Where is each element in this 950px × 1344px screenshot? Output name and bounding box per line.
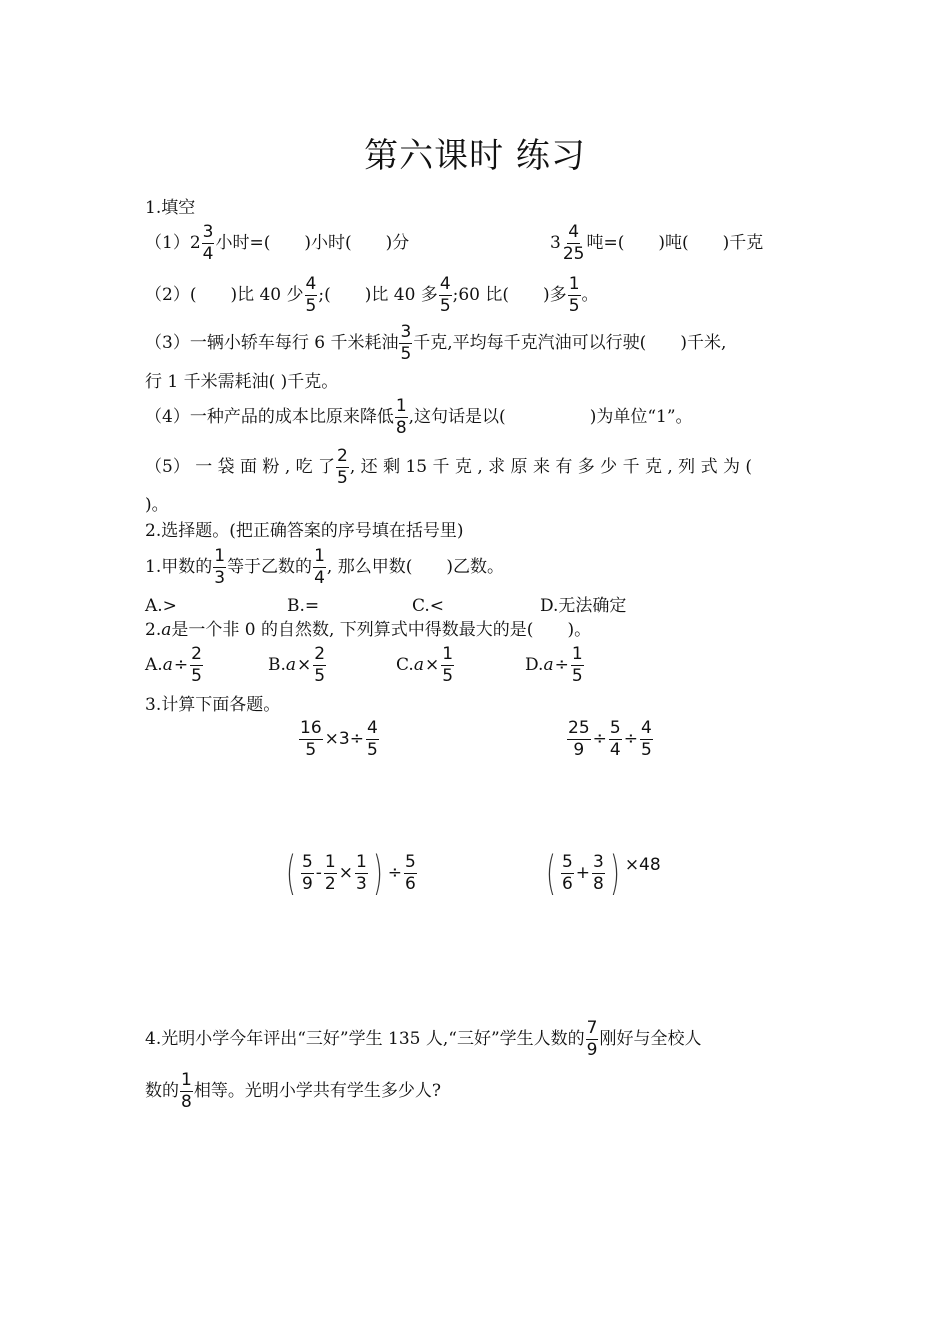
option-c: C.<	[412, 596, 445, 616]
q-text: 是一个非 0 的自然数, 下列算式中得数最大的是(	[171, 620, 534, 640]
question-2-1	[145, 548, 504, 587]
question-1-3-line2: 行 1 千米需耗油( )千克。	[145, 372, 339, 392]
fraction: $\frac{4}{5}$	[305, 274, 317, 316]
q-text: )乙数。	[446, 557, 504, 577]
question-1-5-line2: )。	[145, 495, 169, 515]
expression-2: $\frac{25}{9}$ ÷ $\frac{5}{4}$ ÷ $\frac{4}{5}$	[568, 718, 652, 760]
fraction: $\frac{3}{8}$	[593, 851, 604, 894]
q-text: 刚好与全校人	[599, 1029, 702, 1049]
q-text: 数的	[145, 1081, 179, 1101]
option-2-c: C.a× $\frac{1}{5}$	[396, 644, 454, 686]
q-text: 1.甲数的	[145, 557, 213, 577]
fraction: $\frac{1}{4}$	[314, 546, 325, 588]
left-paren: (	[286, 846, 296, 900]
fraction: $\frac{1}{5}$	[442, 644, 454, 686]
fraction: $\frac{4}{5}$	[640, 718, 652, 760]
q-text: )。	[567, 620, 592, 640]
fraction: $\frac{5}{9}$	[301, 851, 313, 894]
q-text: )千米,	[680, 333, 727, 353]
q-text: )小时(	[304, 233, 352, 253]
fraction: $\frac{5}{6}$	[561, 851, 573, 894]
q-text: )多	[543, 285, 567, 305]
question-1-4	[145, 398, 693, 437]
fraction: $\frac{1}{8}$	[181, 1070, 192, 1112]
question-4-line2	[145, 1072, 441, 1111]
expression-1: $\frac{16}{5}$ ×3÷ $\frac{4}{5}$	[300, 718, 378, 760]
q-text: （3）一辆小轿车每行 6 千米耗油	[145, 333, 399, 353]
fraction: $\frac{1}{3}$	[356, 851, 367, 894]
q-text: 小时=(	[215, 233, 271, 253]
q-text: )吨(	[658, 233, 689, 253]
fraction: $\frac{7}{9}$	[586, 1018, 598, 1060]
expression-3: ( $\frac{5}{9}$ - $\frac{1}{2}$ × $\frac{1}{3}$ ) ÷ $\frac{5}{6}$	[286, 846, 416, 900]
question-2-2	[145, 622, 591, 639]
option-b: B.=	[287, 596, 320, 616]
q-text: （5） 一 袋 面 粉 , 吃 了	[145, 457, 336, 477]
q-text: )比 40 多	[364, 285, 438, 305]
right-paren: )	[609, 846, 620, 900]
fraction: $\frac{2}{5}$	[337, 446, 348, 488]
fraction: $\frac{5}{6}$	[405, 851, 416, 894]
q-text: 相等。光明小学共有学生多少人?	[193, 1081, 441, 1101]
fraction: $\frac{3}{4}$	[202, 222, 214, 264]
variable: a	[161, 620, 172, 640]
q-label: （2）(	[145, 285, 197, 305]
option-2-a: A.a÷ $\frac{2}{5}$	[145, 644, 202, 686]
q-text: , 还 剩 15 千 克 , 求 原 来 有 多 少 千 克 , 列 式 为 (	[349, 457, 753, 477]
page-title: 第六课时 练习	[364, 136, 586, 176]
q-text: ;60 比(	[452, 285, 510, 305]
question-4	[145, 1020, 701, 1059]
q-text: )千克	[722, 233, 764, 253]
question-1-1b	[550, 224, 763, 263]
q-text: )比 40 少	[230, 285, 304, 305]
q-text: 等于乙数的	[227, 557, 313, 577]
q-text: （4）一种产品的成本比原来降低	[145, 407, 394, 427]
section-3-heading: 3.计算下面各题。	[145, 695, 281, 715]
fraction: $\frac{1}{8}$	[395, 396, 407, 438]
question-1-1	[145, 224, 409, 263]
fraction: $\frac{5}{4}$	[609, 718, 621, 760]
fraction: $\frac{4}{5}$	[439, 274, 451, 316]
q-text: 2.	[145, 620, 162, 640]
fraction: $\frac{3}{5}$	[400, 322, 412, 364]
fraction: $\frac{1}{3}$	[214, 546, 226, 588]
fraction: $\frac{1}{5}$	[568, 274, 580, 316]
fraction: $\frac{2}{5}$	[191, 644, 202, 686]
fraction: $\frac{4}{25}$	[562, 222, 585, 264]
q-text: ,这句话是以(	[408, 407, 506, 427]
fraction: $\frac{1}{2}$	[324, 851, 336, 894]
q-text: 吨=(	[586, 233, 625, 253]
option-a: A.>	[145, 596, 177, 616]
question-1-5	[145, 448, 752, 487]
expression-4: ( $\frac{5}{6}$ + $\frac{3}{8}$ ) ×48	[546, 846, 661, 900]
fraction: $\frac{4}{5}$	[366, 718, 378, 760]
fraction: $\frac{25}{9}$	[568, 718, 590, 760]
option-2-d: D.a÷ $\frac{1}{5}$	[525, 644, 583, 686]
question-1-3	[145, 324, 726, 363]
right-paren: )	[372, 846, 383, 900]
q-text: 。	[581, 285, 599, 305]
question-1-2	[145, 276, 599, 315]
fraction: $\frac{16}{5}$	[300, 718, 322, 760]
q-text: 4.光明小学今年评出“三好”学生 135 人,“三好”学生人数的	[145, 1029, 585, 1049]
q-text: 千克,平均每千克汽油可以行驶(	[413, 333, 647, 353]
option-d: D.无法确定	[540, 596, 627, 616]
q-text: , 那么甲数(	[326, 557, 413, 577]
q-label: （1）2	[145, 233, 201, 253]
section-2-heading: 2.选择题。(把正确答案的序号填在括号里)	[145, 521, 464, 541]
left-paren: (	[546, 846, 556, 900]
q-text: )分	[385, 233, 410, 253]
q-text: 3	[550, 233, 561, 253]
q-text: )为单位“1”。	[589, 407, 693, 427]
fraction: $\frac{1}{5}$	[571, 644, 583, 686]
q-text: ;(	[318, 285, 331, 305]
section-1-heading: 1.填空	[145, 198, 196, 218]
option-2-b: B.a× $\frac{2}{5}$	[268, 644, 326, 686]
fraction: $\frac{2}{5}$	[314, 644, 326, 686]
